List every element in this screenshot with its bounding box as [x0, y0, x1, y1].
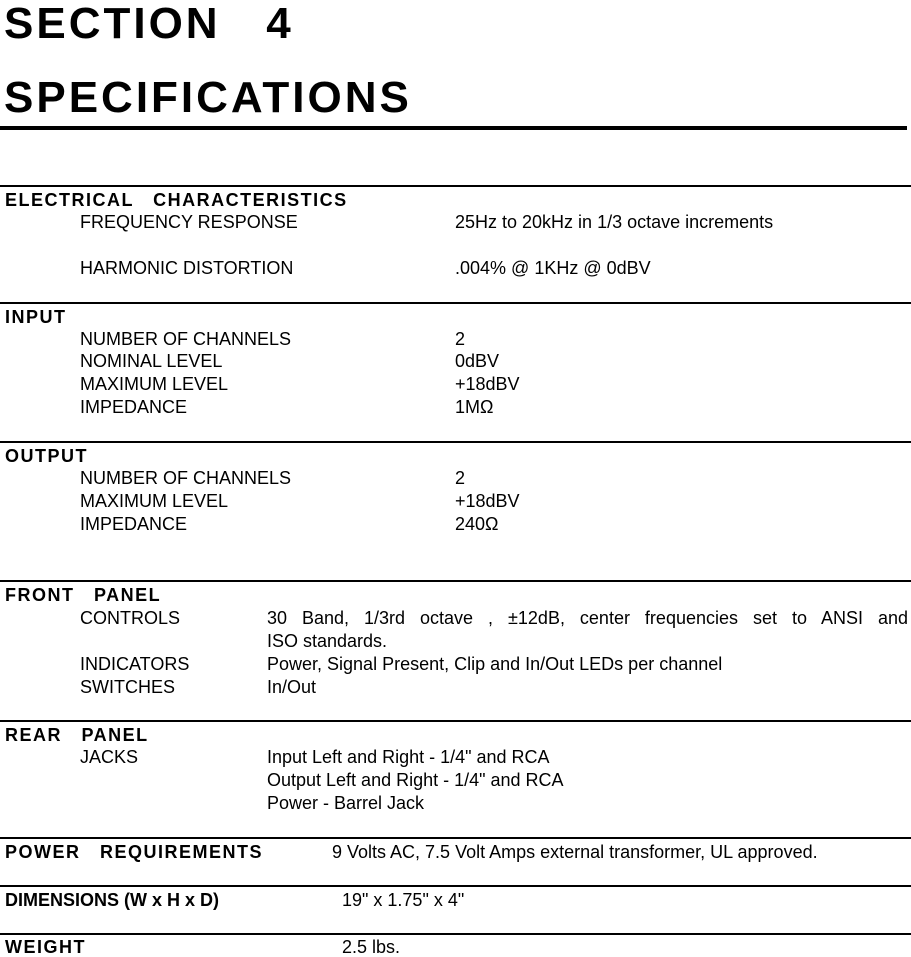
section-divider: [0, 302, 911, 304]
spec-value: In/Out: [267, 677, 317, 697]
section-divider: [0, 933, 911, 935]
section-heading: ELECTRICAL CHARACTERISTICS: [5, 190, 348, 210]
spec-label: IMPEDANCE: [80, 514, 188, 534]
spec-value: +18dBV: [455, 491, 520, 511]
section-heading: FRONT PANEL: [5, 585, 162, 605]
spec-label: CONTROLS: [80, 608, 181, 628]
section-heading: INPUT: [5, 307, 67, 327]
spec-label: INDICATORS: [80, 654, 190, 674]
spec-label: NOMINAL LEVEL: [80, 351, 223, 371]
spec-value: 25Hz to 20kHz in 1/3 octave increments: [455, 212, 774, 232]
spec-label: MAXIMUM LEVEL: [80, 491, 229, 511]
spec-label: FREQUENCY RESPONSE: [80, 212, 298, 232]
section-divider: [0, 837, 911, 839]
spec-value: Power - Barrel Jack: [267, 793, 425, 813]
spec-value: 9 Volts AC, 7.5 Volt Amps external transformer, UL approved.: [332, 842, 818, 862]
section-heading: OUTPUT: [5, 446, 88, 466]
spec-value: 30 Band, 1/3rd octave , ±12dB, center frequencies set to ANSI and: [267, 608, 908, 628]
spec-label: MAXIMUM LEVEL: [80, 374, 229, 394]
spec-label: HARMONIC DISTORTION: [80, 258, 294, 278]
section-number: SECTION 4: [4, 0, 294, 48]
spec-value: .004% @ 1KHz @ 0dBV: [455, 258, 651, 278]
spec-value: 2: [455, 468, 466, 488]
section-heading: POWER REQUIREMENTS: [5, 842, 264, 862]
spec-value: 2.5 lbs.: [342, 937, 401, 957]
spec-value: 19" x 1.75" x 4": [342, 890, 465, 910]
spec-label: JACKS: [80, 747, 139, 767]
section-divider: [0, 885, 911, 887]
spec-label: NUMBER OF CHANNELS: [80, 329, 292, 349]
spec-value: +18dBV: [455, 374, 520, 394]
spec-value: Input Left and Right - 1/4" and RCA: [267, 747, 550, 767]
spec-label: SWITCHES: [80, 677, 176, 697]
section-divider: [0, 185, 911, 187]
spec-value-continued: ISO standards.: [267, 631, 388, 651]
spec-value: Power, Signal Present, Clip and In/Out LEDs per channel: [267, 654, 723, 674]
section-divider: [0, 441, 911, 443]
spec-label: IMPEDANCE: [80, 397, 188, 417]
spec-label: NUMBER OF CHANNELS: [80, 468, 292, 488]
spec-value: 2: [455, 329, 466, 349]
spec-value: 240Ω: [455, 514, 499, 534]
spec-value: Output Left and Right - 1/4" and RCA: [267, 770, 564, 790]
section-divider: [0, 580, 911, 582]
title-divider: [0, 126, 907, 130]
spec-value: 1MΩ: [455, 397, 494, 417]
section-heading: WEIGHT: [5, 937, 86, 957]
page-title: SPECIFICATIONS: [4, 73, 412, 122]
section-heading: DIMENSIONS (W x H x D): [5, 890, 220, 910]
section-divider: [0, 720, 911, 722]
section-heading: REAR PANEL: [5, 725, 149, 745]
spec-value: 0dBV: [455, 351, 500, 371]
